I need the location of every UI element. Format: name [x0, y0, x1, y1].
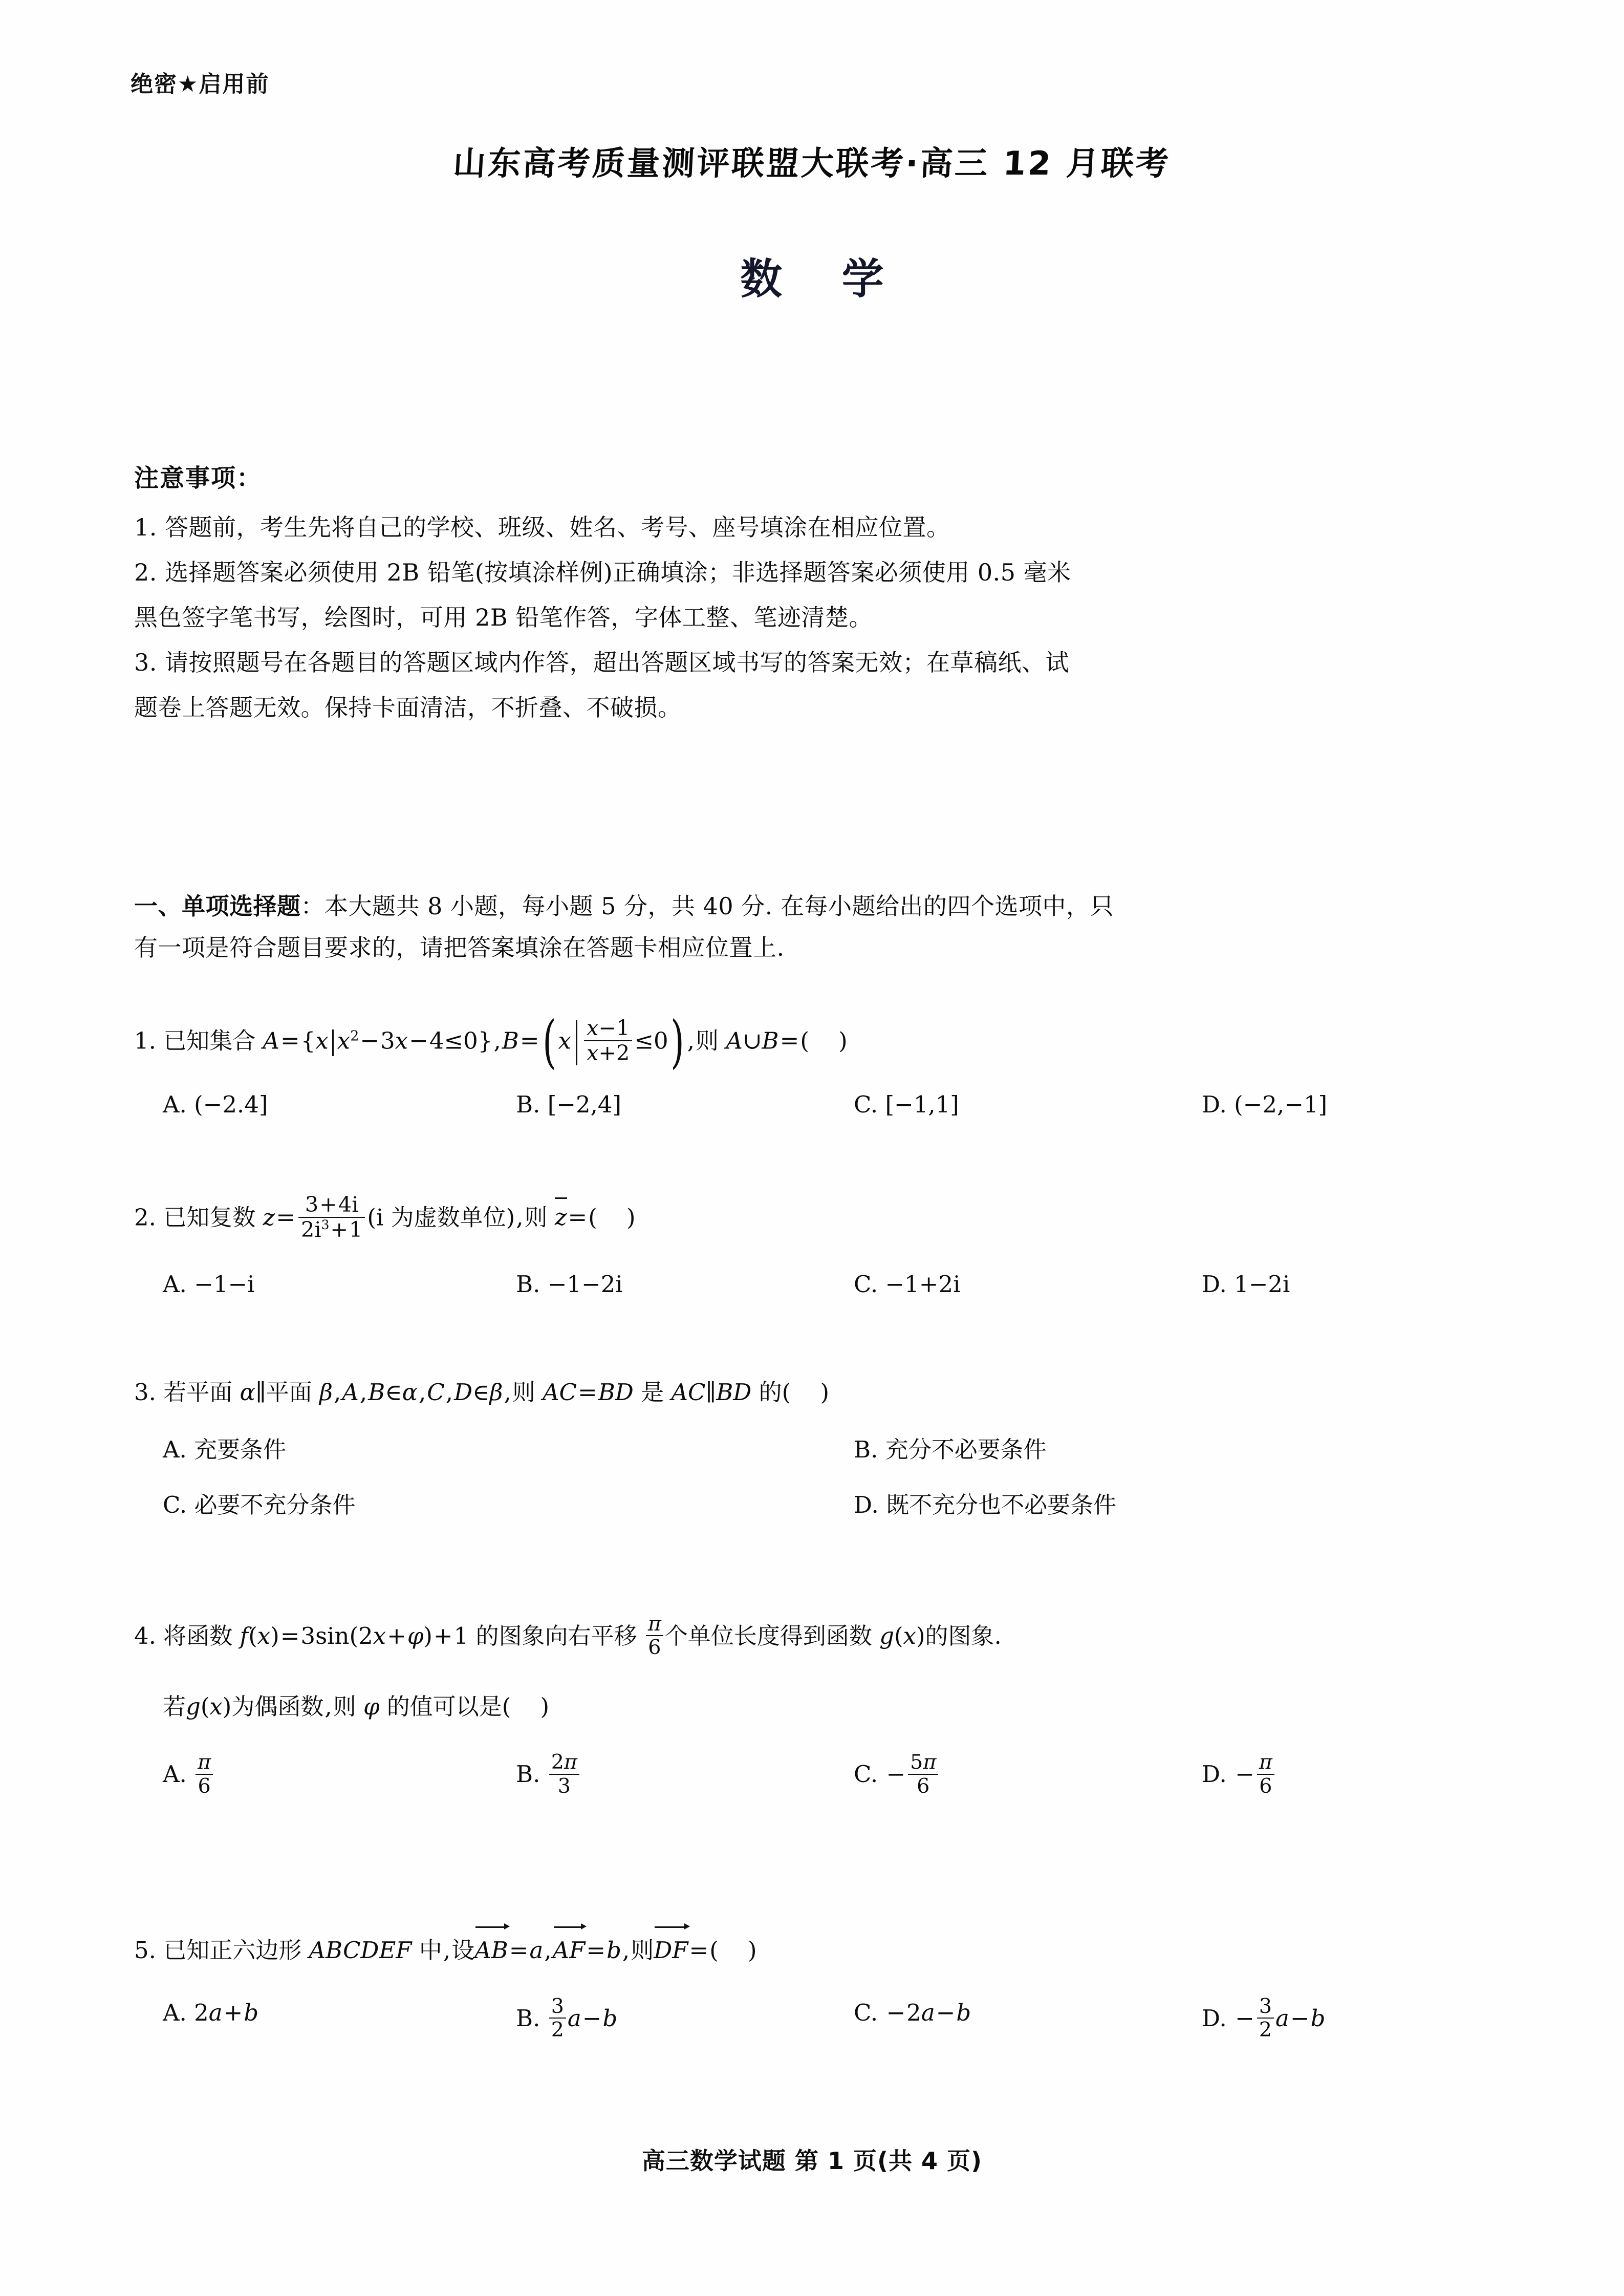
question-1-option-c[interactable] [854, 1087, 959, 1123]
question-4-number: 4. [134, 1622, 156, 1649]
question-1-option-b[interactable] [516, 1087, 621, 1123]
option-text: −1−2i [547, 1271, 623, 1298]
notice-item-1: 1. 答题前，考生先将自己的学校、班级、姓名、考号、座号填涂在相应位置。 [134, 513, 950, 541]
option-key: D. [1202, 2004, 1227, 2032]
question-2 [134, 1193, 1516, 1323]
option-key: C. [854, 1271, 878, 1298]
option-text: [−2,4] [547, 1091, 622, 1119]
question-5-option-c[interactable]: C. −2a−b [854, 1999, 971, 2026]
option-text: 既不充分也不必要条件 [886, 1491, 1117, 1518]
question-3-stem: 3. 若平面 α∥平面 β,A,B∈α,C,D∈β,则 AC=BD 是 AC∥BD 的( ) [134, 1379, 830, 1406]
question-4-option-b[interactable]: B. $\frac{2\pi}{3}$ [516, 1751, 581, 1797]
question-1-stem: 1. 已知集合 A={x $x^2-3x-4\le 0\},B=(x$ $\frac{x-1}{x+2}$ ≤0) ,则 A∪B=( ) [134, 1010, 848, 1076]
option-text: 1−2i [1234, 1271, 1290, 1298]
option-key: B. [516, 1091, 540, 1119]
secrecy-label: 绝密★启用前 [131, 71, 270, 97]
option-key: A. [163, 1761, 187, 1788]
option-key: C. [854, 1999, 878, 2026]
question-3-option-a[interactable] [163, 1432, 286, 1468]
option-text: (−2.4] [194, 1091, 268, 1119]
page-footer: 高三数学试题 第 1 页(共 4 页) [641, 2147, 983, 2175]
option-text: (−2,−1] [1234, 1091, 1328, 1119]
question-2-option-c[interactable] [854, 1267, 961, 1302]
option-text: [−1,1] [885, 1091, 959, 1119]
question-2-option-a[interactable] [163, 1267, 255, 1302]
question-3-options [163, 1432, 1516, 1544]
question-1 [134, 1010, 1516, 1143]
option-text: 充要条件 [194, 1435, 287, 1463]
option-key: D. [854, 1491, 879, 1518]
question-4 [134, 1613, 1526, 1822]
option-text: −1−i [194, 1271, 255, 1298]
question-4-options [163, 1751, 1526, 1822]
section-header [134, 886, 1506, 969]
question-2-option-d[interactable] [1202, 1267, 1290, 1302]
option-key: B. [516, 1761, 540, 1788]
section-description: ：本大题共 8 小题，每小题 5 分，共 40 分. 在每小题给出的四个选项中，只 [300, 892, 1114, 920]
question-1-number: 1. [134, 1027, 156, 1055]
option-key: A. [163, 1271, 187, 1298]
question-4-option-a[interactable]: A. $\frac{\pi}{6}$ [163, 1751, 214, 1797]
question-1-options [163, 1087, 1516, 1143]
option-key: C. [163, 1491, 187, 1518]
option-key: A. [163, 1091, 187, 1119]
question-5-option-a[interactable]: A. 2a+b [163, 1999, 259, 2026]
option-key: A. [163, 1435, 187, 1463]
question-3 [134, 1375, 1516, 1544]
question-5-options [163, 1995, 1516, 2067]
subject-title: 数 学 [740, 254, 906, 304]
option-key: D. [1202, 1761, 1227, 1788]
question-3-option-c[interactable] [163, 1487, 355, 1523]
notice-item-2: 2. 选择题答案必须使用 2B 铅笔(按填涂样例)正确填涂；非选择题答案必须使用 0.5 毫米 [134, 559, 1071, 587]
option-key: C. [854, 1091, 878, 1119]
section-description-line2: 有一项是符合题目要求的，请把答案填涂在答题卡相应位置上. [134, 933, 785, 961]
question-5-number: 5. [134, 1937, 156, 1964]
question-5 [134, 1933, 1516, 2067]
notice-list [134, 507, 1496, 732]
question-1-option-a[interactable] [163, 1087, 268, 1123]
option-key: B. [854, 1435, 878, 1463]
question-3-option-d[interactable] [854, 1487, 1116, 1523]
question-4-stem: 4. 将函数 f(x)=3sin(2x+φ)+1 的图象向右平移 $\frac{\pi}{6}$ 个单位长度得到函数 g(x)的图象. [134, 1612, 1002, 1660]
option-key: D. [1202, 1271, 1227, 1298]
question-2-options [163, 1267, 1516, 1323]
option-key: D. [1202, 1091, 1227, 1119]
question-2-option-b[interactable] [516, 1267, 623, 1302]
option-key: B. [516, 1271, 540, 1298]
question-3-number: 3. [134, 1379, 156, 1406]
option-text: 充分不必要条件 [885, 1435, 1047, 1463]
question-3-option-b[interactable] [854, 1432, 1047, 1468]
notice-item-2-cont: 黑色签字笔书写，绘图时，可用 2B 铅笔作答，字体工整、笔迹清楚。 [134, 604, 873, 632]
question-5-stem: 5. 已知正六边形 ABCDEF 中,设 AB=a, AF=b,则 DF=( ) [134, 1933, 1516, 1968]
question-5-option-d[interactable]: D. − $\frac{3}{2}$ a−b [1202, 1994, 1326, 2042]
exam-title: 山东高考质量测评联盟大联考·高三 12 月联考 [452, 145, 1172, 183]
question-5-option-b[interactable]: B. $\frac{3}{2}$ a−b [516, 1994, 618, 2042]
option-text: −1+2i [885, 1271, 961, 1298]
option-key: B. [516, 2004, 540, 2032]
question-4-option-c[interactable]: C. − $\frac{5\pi}{6}$ [854, 1751, 940, 1797]
question-4-stem-line2: 若g(x)为偶函数,则 φ 的值可以是( ) [163, 1692, 550, 1720]
notice-heading: 注意事项： [134, 464, 263, 492]
option-key: C. [854, 1761, 878, 1788]
option-key: A. [163, 1999, 187, 2026]
option-text: 必要不充分条件 [194, 1491, 356, 1518]
question-1-option-d[interactable] [1202, 1087, 1327, 1123]
question-2-number: 2. [134, 1204, 156, 1231]
question-4-option-d[interactable]: D. − $\frac{\pi}{6}$ [1202, 1751, 1276, 1797]
notice-item-3: 3. 请按照题号在各题目的答题区域内作答，超出答题区域书写的答案无效；在草稿纸、试 [134, 649, 1070, 677]
notice-item-3-cont: 题卷上答题无效。保持卡面清洁，不折叠、不破损。 [134, 694, 682, 722]
section-label: 一、单项选择题 [134, 892, 301, 920]
question-2-stem: 2. 已知复数 z= $\frac{3+4i}{2i^3+1}$ (i 为虚数单位),则 z=( ) [134, 1192, 636, 1242]
